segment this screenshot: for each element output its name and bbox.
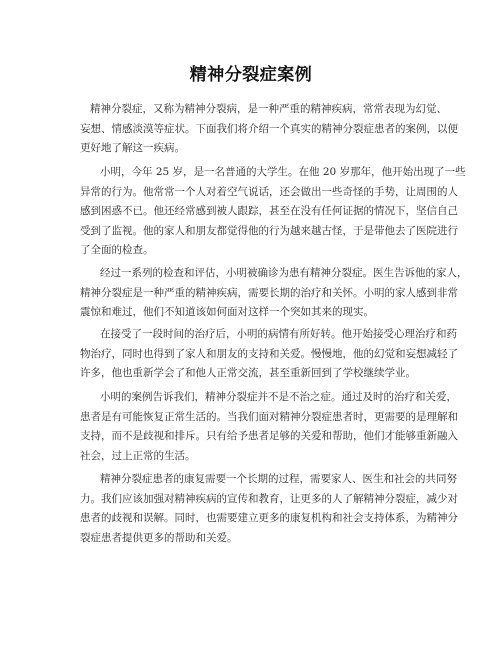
paragraph-line: 感到困惑不已。他还经常感到被人跟踪，甚至在没有任何证据的情况下，坚信自己 <box>80 205 458 217</box>
paragraph-intro <box>80 100 458 159</box>
paragraph-line: 异常的行为。他常常一个人对着空气说话，还会做出一些奇怪的手势，让周围的人 <box>80 185 458 198</box>
paragraph-line: 社会，过上正常的生活。 <box>80 449 196 462</box>
paragraph-line: 力。我们应该加强对精神疾病的宣传和教育，让更多的人了解精神分裂症，减少对 <box>80 492 458 505</box>
paragraph-line: 在接受了一段时间的治疗后，小明的病情有所好转。他开始接受心理治疗和药 <box>100 328 457 340</box>
paragraph-case-background <box>80 163 466 261</box>
paragraph-line: 精神分裂症，又称为精神分裂病，是一种严重的精神疾病，常常表现为幻觉、 <box>90 103 447 115</box>
paragraph-line: 许多，他也重新学会了和他人正常交流，甚至重新回到了学校继续学业。 <box>80 367 416 379</box>
paragraph-line: 经过一系列的检查和评估，小明被确诊为患有精神分裂症。医生告诉他的家人， <box>100 267 468 279</box>
paragraph-treatment <box>80 325 458 384</box>
paragraph-line: 了全面的检查。 <box>80 244 154 256</box>
paragraph-line: 震惊和难过，他们不知道该如何面对这样一个突如其来的现实。 <box>80 306 374 318</box>
paragraph-conclusion <box>80 470 458 548</box>
paragraph-line: 小明，今年 25 岁，是一名普通的大学生。在他 20 岁那年，他开始出现了一些 <box>100 166 466 178</box>
paragraph-line: 患者是有可能恢复正常生活的。当我们面对精神分裂症患者时，更需要的是理解和 <box>80 410 458 423</box>
paragraph-line: 受到了监视。他的家人和朋友都觉得他的行为越来越古怪，于是带他去了医院进行 <box>80 224 458 237</box>
document-title: 精神分裂症案例 <box>189 65 313 85</box>
paragraph-line: 支持，而不是歧视和排斥。只有给予患者足够的关爱和帮助，他们才能够重新融入 <box>80 430 458 442</box>
paragraph-diagnosis <box>80 264 468 323</box>
paragraph-line: 妄想、情感淡漠等症状。下面我们将介绍一个真实的精神分裂症患者的案例，以便 <box>80 122 458 135</box>
paragraph-line: 患者的歧视和误解。同时，也需要建立更多的康复机构和社会支持体系，为精神分 <box>80 512 458 524</box>
paragraph-line: 裂症患者提供更多的帮助和关爱。 <box>80 531 238 544</box>
paragraph-line: 小明的案例告诉我们，精神分裂症并不是不治之症。通过及时的治疗和关爱， <box>100 391 457 403</box>
paragraph-line: 物治疗，同时也得到了家人和朋友的支持和关爱。慢慢地，他的幻觉和妄想减轻了 <box>80 347 458 360</box>
paragraph-line: 更好地了解这一疾病。 <box>80 142 185 154</box>
paragraph-lesson <box>80 388 458 466</box>
paragraph-line: 精神分裂症患者的康复需要一个长期的过程，需要家人、医生和社会的共同努 <box>100 473 457 485</box>
paragraph-line: 精神分裂症是一种严重的精神疾病，需要长期的治疗和关怀。小明的家人感到非常 <box>80 286 458 299</box>
